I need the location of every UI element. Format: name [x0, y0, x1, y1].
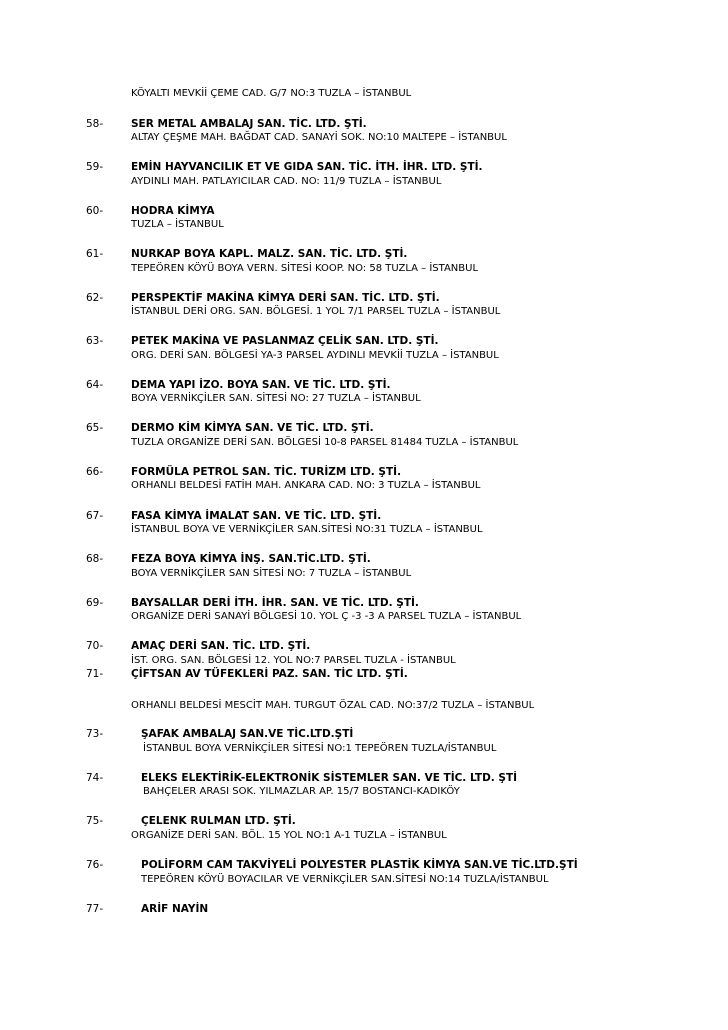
entry-number: 77- [86, 903, 104, 915]
company-address: İST. ORG. SAN. BÖLGESİ 12. YOL NO:7 PARSEL TUZLA - İSTANBUL [131, 655, 456, 666]
company-name: FORMÜLA PETROL SAN. TİC. TURİZM LTD. ŞTİ. [131, 466, 402, 478]
company-address: AYDINLI MAH. PATLAYICILAR CAD. NO: 11/9 TUZLA – İSTANBUL [131, 176, 442, 187]
entry-number: 61- [86, 248, 104, 260]
company-address: BOYA VERNİKÇİLER SAN. SİTESİ NO: 27 TUZLA – İSTANBUL [131, 393, 421, 404]
company-address: İSTANBUL BOYA VE VERNİKÇİLER SAN.SİTESİ NO:31 TUZLA – İSTANBUL [131, 524, 483, 535]
company-name: SER METAL AMBALAJ SAN. TİC. LTD. ŞTİ. [131, 118, 367, 130]
company-name: DERMO KİM KİMYA SAN. VE TİC. LTD. ŞTİ. [131, 422, 374, 434]
company-address: İSTANBUL DERİ ORG. SAN. BÖLGESİ. 1 YOL 7/1 PARSEL TUZLA – İSTANBUL [131, 306, 501, 317]
company-name: PETEK MAKİNA VE PASLANMAZ ÇELİK SAN. LTD. ŞTİ. [131, 335, 439, 347]
company-name: DEMA YAPI İZO. BOYA SAN. VE TİC. LTD. ŞTİ. [131, 379, 391, 391]
entry-number: 63- [86, 335, 104, 347]
company-address: ALTAY ÇEŞME MAH. BAĞDAT CAD. SANAYİ SOK. NO:10 MALTEPE – İSTANBUL [131, 132, 507, 143]
entry-number: 75- [86, 815, 104, 827]
entry-number: 70- [86, 640, 104, 652]
company-name: NURKAP BOYA KAPL. MALZ. SAN. TİC. LTD. ŞTİ. [131, 248, 408, 260]
company-name: FASA KİMYA İMALAT SAN. VE TİC. LTD. ŞTİ. [131, 510, 382, 522]
company-address: TUZLA ORGANİZE DERİ SAN. BÖLGESİ 10-8 PARSEL 81484 TUZLA – İSTANBUL [131, 437, 519, 448]
company-name: BAYSALLAR DERİ İTH. İHR. SAN. VE TİC. LTD. ŞTİ. [131, 597, 419, 609]
company-name: ÇİFTSAN AV TÜFEKLERİ PAZ. SAN. TİC LTD. ŞTİ. [131, 668, 408, 680]
entry-number: 69- [86, 597, 104, 609]
company-address: ORGANİZE DERİ SANAYİ BÖLGESİ 10. YOL Ç -3 -3 A PARSEL TUZLA – İSTANBUL [131, 611, 522, 622]
company-address: TUZLA – İSTANBUL [131, 219, 224, 230]
entry-number: 67- [86, 510, 104, 522]
company-address: ORG. DERİ SAN. BÖLGESİ YA-3 PARSEL AYDINLI MEVKİİ TUZLA – İSTANBUL [131, 350, 499, 361]
entry-number: 60- [86, 205, 104, 217]
company-name: ŞAFAK AMBALAJ SAN.VE TİC.LTD.ŞTİ [141, 728, 354, 740]
entry-number: 62- [86, 292, 104, 304]
entry-number: 73- [86, 728, 104, 740]
company-name: PERSPEKTİF MAKİNA KİMYA DERİ SAN. TİC. LTD. ŞTİ. [131, 292, 440, 304]
entry-number: 58- [86, 118, 104, 130]
company-name: ÇELENK RULMAN LTD. ŞTİ. [141, 815, 296, 827]
company-name: AMAÇ DERİ SAN. TİC. LTD. ŞTİ. [131, 640, 311, 652]
company-name: ELEKS ELEKTİRİK-ELEKTRONİK SİSTEMLER SAN. VE TİC. LTD. ŞTİ [141, 772, 518, 784]
company-address: ORHANLI BELDESİ MESCİT MAH. TURGUT ÖZAL CAD. NO:37/2 TUZLA – İSTANBUL [131, 700, 535, 711]
entry-number: 66- [86, 466, 104, 478]
top-address: KÖYALTI MEVKİİ ÇEME CAD. G/7 NO:3 TUZLA – İSTANBUL [131, 88, 412, 99]
company-address: TEPEÖREN KÖYÜ BOYA VERN. SİTESİ KOOP. NO: 58 TUZLA – İSTANBUL [131, 263, 479, 274]
entry-number: 76- [86, 859, 104, 871]
entry-number: 59- [86, 161, 104, 173]
company-address: ORHANLI BELDESİ FATİH MAH. ANKARA CAD. NO: 3 TUZLA – İSTANBUL [131, 480, 481, 491]
entry-number: 64- [86, 379, 104, 391]
entry-number: 71- [86, 668, 104, 680]
company-address: ORGANİZE DERİ SAN. BÖL. 15 YOL NO:1 A-1 TUZLA – İSTANBUL [131, 830, 447, 841]
company-name: ARİF NAYİN [141, 903, 209, 915]
entry-number: 68- [86, 553, 104, 565]
company-address: BOYA VERNİKÇİLER SAN SİTESİ NO: 7 TUZLA – İSTANBUL [131, 568, 412, 579]
company-name: EMİN HAYVANCILIK ET VE GIDA SAN. TİC. İTH. İHR. LTD. ŞTİ. [131, 161, 483, 173]
company-name: HODRA KİMYA [131, 205, 215, 217]
company-name: POLİFORM CAM TAKVİYELİ POLYESTER PLASTİK KİMYA SAN.VE TİC.LTD.ŞTİ [141, 859, 578, 871]
entry-number: 65- [86, 422, 104, 434]
company-address: TEPEÖREN KÖYÜ BOYACILAR VE VERNİKÇİLER SAN.SİTESİ NO:14 TUZLA/İSTANBUL [141, 874, 549, 885]
company-address: İSTANBUL BOYA VERNİKÇİLER SİTESİ NO:1 TEPEÖREN TUZLA/İSTANBUL [143, 743, 497, 754]
company-address: BAHÇELER ARASI SOK. YILMAZLAR AP. 15/7 BOSTANCI-KADIKÖY [143, 786, 460, 797]
entry-number: 74- [86, 772, 104, 784]
company-name: FEZA BOYA KİMYA İNŞ. SAN.TİC.LTD. ŞTİ. [131, 553, 371, 565]
